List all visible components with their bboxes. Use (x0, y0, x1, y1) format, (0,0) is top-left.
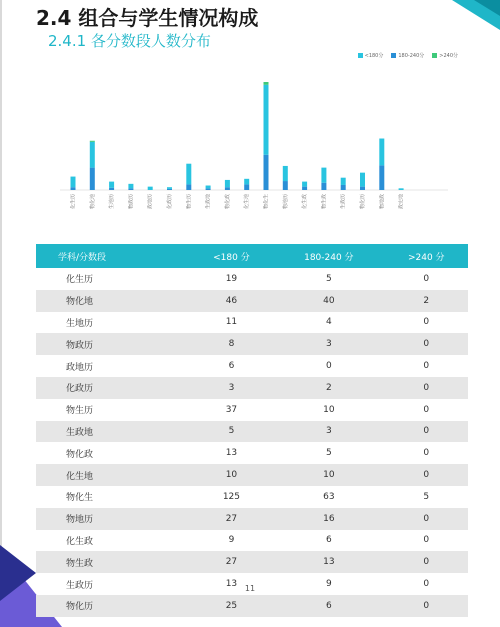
table-cell: 物政历 (36, 333, 190, 355)
table-cell: 5 (325, 273, 332, 284)
table-cell: 10 (323, 404, 335, 415)
bar-segment (360, 173, 365, 187)
table-cell: 化生历 (66, 275, 94, 286)
legend-item (391, 52, 424, 59)
legend-item (358, 52, 384, 59)
table-cell: 25 (190, 595, 273, 617)
table-cell: 3 (190, 377, 273, 399)
table-cell: 0 (423, 579, 430, 590)
table-cell: 27 (190, 508, 273, 530)
bar-segment (225, 187, 230, 190)
x-tick-label: 物化生 (263, 194, 270, 210)
column-header: 180-240 分 (273, 244, 384, 268)
table-row (36, 333, 468, 355)
table-cell: 物化政 (66, 449, 94, 460)
legend-item (432, 52, 458, 59)
legend-swatch (358, 53, 363, 58)
table-cell: 生政历 (66, 580, 94, 591)
x-tick-label: 化生政 (302, 194, 309, 210)
table-cell: 4 (325, 317, 332, 328)
table-row (36, 530, 468, 552)
x-tick-label: 生政历 (340, 194, 347, 210)
table-cell: 3 (273, 421, 384, 443)
table-cell: 37 (225, 404, 238, 415)
bar-segment (167, 189, 172, 190)
legend-label: 180-240分 (398, 53, 425, 59)
table-cell: 0 (423, 361, 430, 372)
x-tick-label: 物化政 (224, 194, 231, 210)
table-cell: 0 (385, 464, 469, 486)
table-cell: 5 (423, 491, 430, 502)
bar-segment (225, 180, 230, 187)
table-cell: 6 (228, 361, 235, 372)
table-cell: 0 (385, 508, 469, 530)
legend-swatch (432, 53, 437, 58)
legend-label: >240分 (439, 53, 458, 59)
table-cell: 物化生 (66, 493, 94, 504)
table-cell: 125 (222, 491, 241, 502)
bar-segment (244, 184, 249, 190)
table-cell: 生地历 (66, 318, 94, 329)
bar-segment (264, 155, 269, 190)
table-cell: 0 (325, 361, 332, 372)
table-row (36, 508, 468, 530)
x-tick-label: 政地历 (147, 194, 154, 210)
table-cell: 6 (325, 535, 332, 546)
x-tick-label: 物化地 (89, 194, 96, 210)
table-cell: 5 (325, 448, 332, 459)
bar-segment (360, 187, 365, 190)
table-header-row (36, 244, 468, 268)
table-cell: 政地历 (66, 362, 94, 373)
x-tick-label: 化生历 (70, 194, 77, 210)
x-tick-label: 物生政 (321, 194, 328, 210)
table-cell: 2 (385, 290, 469, 312)
table-row (36, 421, 468, 443)
column-header: <180 分 (190, 244, 273, 268)
page-edge (0, 0, 2, 627)
bar-segment (244, 179, 249, 185)
x-tick-label: 生政地 (205, 194, 212, 210)
bar-segment (128, 188, 133, 190)
subsection-heading: 2.4.1 各分数段人数分布 (48, 32, 211, 50)
bar-segment (283, 166, 288, 181)
x-tick-label: 物地政 (379, 194, 386, 210)
chart-legend (358, 52, 458, 59)
bar-segment (206, 188, 211, 190)
table-cell: 46 (190, 290, 273, 312)
table-row (36, 377, 468, 399)
bar-segment (302, 182, 307, 187)
bar-segment (71, 177, 76, 188)
bar-segment (206, 186, 211, 189)
table-cell: 6 (273, 595, 384, 617)
table-row (36, 312, 468, 334)
table-row (36, 442, 468, 464)
table-cell: 8 (190, 333, 273, 355)
table-row (36, 355, 468, 377)
x-tick-label: 化政历 (167, 194, 173, 210)
x-tick-label: 物生历 (186, 194, 193, 210)
column-header: >240 分 (385, 244, 469, 268)
table-cell: 物地历 (36, 508, 190, 530)
table-row (36, 268, 468, 290)
x-tick-label: 物化历 (360, 194, 366, 210)
bar-segment (128, 184, 133, 188)
x-tick-label: 物地历 (282, 194, 289, 210)
bar-segment (302, 187, 307, 190)
table-cell: 13 (225, 448, 238, 459)
table-row (36, 399, 468, 421)
table-cell: 0 (423, 317, 430, 328)
table-row (36, 595, 468, 617)
x-tick-label: 生地历 (109, 194, 116, 210)
bar-segment (264, 82, 269, 85)
table-cell: 生政地 (36, 421, 190, 443)
x-tick-label: 政史地 (398, 194, 405, 210)
bar-segment (321, 183, 326, 190)
table-row (36, 464, 468, 486)
x-tick-label: 物政历 (128, 194, 135, 210)
table-cell: 40 (273, 290, 384, 312)
score-distribution-chart (56, 62, 456, 222)
table-cell: 9 (228, 535, 235, 546)
table-row (36, 486, 468, 508)
corner-decoration-top-inner (474, 0, 500, 16)
table-cell: 16 (273, 508, 384, 530)
bar-segment (399, 188, 404, 190)
table-cell: 0 (385, 551, 469, 573)
table-row (36, 290, 468, 312)
table-cell: 0 (385, 421, 469, 443)
table-cell: 19 (225, 273, 238, 284)
bar-segment (90, 142, 95, 168)
legend-swatch (391, 53, 396, 58)
table-cell: 10 (273, 464, 384, 486)
bar-segment (186, 184, 191, 190)
legend-label: <180分 (364, 53, 384, 59)
bar-segment (90, 141, 95, 142)
bar-segment (379, 139, 384, 166)
table-cell: 63 (323, 491, 335, 502)
bar-segment (186, 164, 191, 185)
table-cell: 0 (423, 448, 430, 459)
bar-segment (341, 178, 346, 185)
table-cell: 化政历 (36, 377, 190, 399)
bar-segment (283, 181, 288, 190)
table-cell: 10 (190, 464, 273, 486)
table-cell: 0 (385, 595, 469, 617)
table-cell: 13 (225, 579, 238, 590)
bar-segment (321, 168, 326, 183)
table-cell: 0 (385, 377, 469, 399)
score-table (36, 244, 468, 617)
table-cell: 物生历 (66, 406, 94, 417)
table-cell: 3 (273, 333, 384, 355)
table-cell: 0 (385, 333, 469, 355)
table-cell: 13 (273, 551, 384, 573)
table-cell: 27 (190, 551, 273, 573)
table-cell: 5 (190, 421, 273, 443)
section-heading: 2.4 组合与学生情况构成 (36, 6, 259, 30)
table-cell: 9 (325, 579, 332, 590)
table-cell: 物生政 (36, 551, 190, 573)
table-cell: 0 (423, 273, 430, 284)
table-cell: 2 (273, 377, 384, 399)
bar-segment (264, 85, 269, 155)
bar-segment (109, 182, 114, 188)
bar-segment (109, 188, 114, 190)
bar-segment (71, 187, 76, 190)
table-cell: 11 (225, 317, 238, 328)
table-row (36, 551, 468, 573)
table-cell: 物化历 (36, 595, 190, 617)
x-tick-label: 化生地 (244, 194, 251, 210)
bar-segment (148, 187, 153, 190)
column-header: 学科/分数段 (36, 244, 190, 268)
page-number: 11 (244, 584, 256, 593)
table-cell: 物化地 (36, 290, 190, 312)
table-cell: 化生政 (66, 536, 94, 547)
bar-segment (90, 168, 95, 190)
bar-segment (379, 165, 384, 190)
table-cell: 0 (423, 535, 430, 546)
bar-segment (341, 185, 346, 190)
bar-segment (167, 187, 172, 189)
table-cell: 化生地 (36, 464, 190, 486)
table-cell: 0 (423, 404, 430, 415)
